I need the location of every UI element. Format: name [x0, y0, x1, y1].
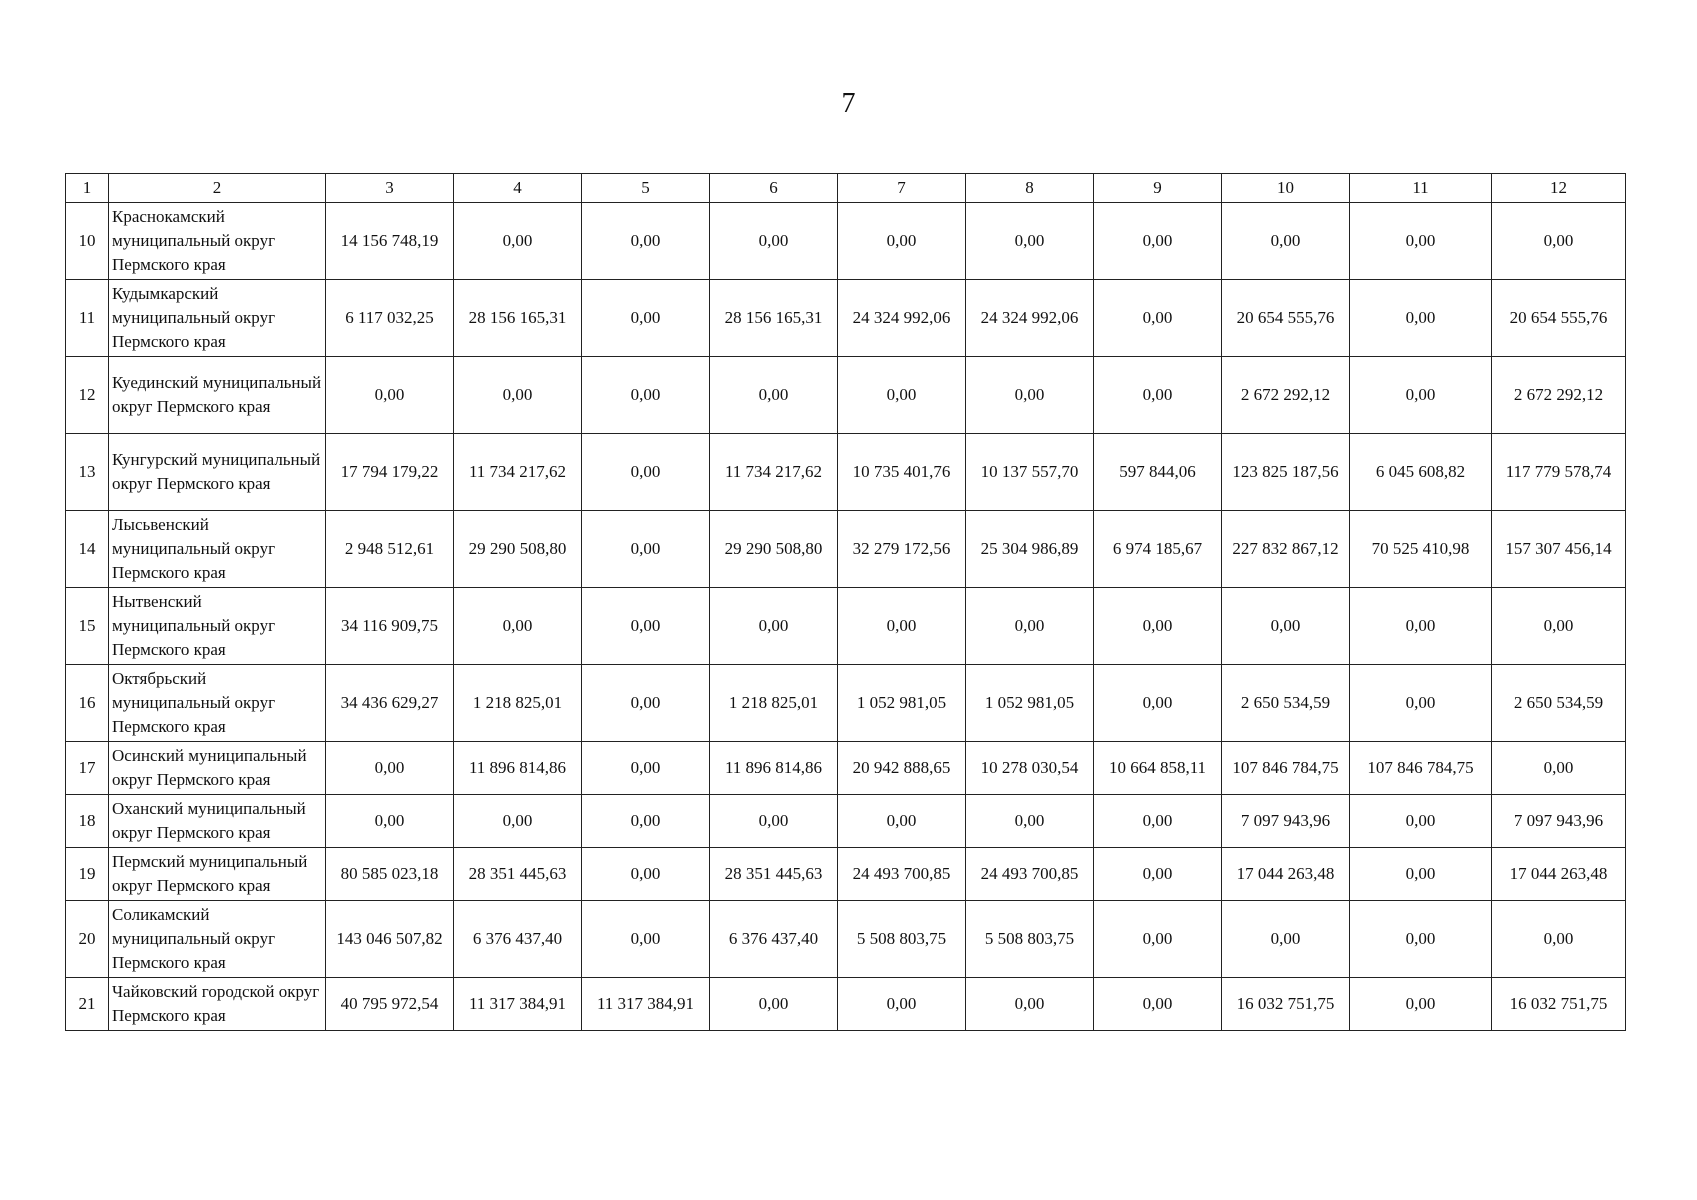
row-number-cell: 18	[66, 795, 109, 848]
amount-cell: 0,00	[1094, 280, 1222, 357]
municipality-name-cell: Осинский муниципальный округ Пермского края	[109, 742, 326, 795]
amount-cell: 16 032 751,75	[1222, 978, 1350, 1031]
amount-cell: 0,00	[1094, 901, 1222, 978]
amount-cell: 17 794 179,22	[326, 434, 454, 511]
amount-cell: 0,00	[326, 742, 454, 795]
municipality-name-cell: Лысьвенский муниципальный округ Пермского края	[109, 511, 326, 588]
amount-cell: 11 896 814,86	[710, 742, 838, 795]
amount-cell: 0,00	[1094, 357, 1222, 434]
header-row	[66, 174, 1626, 203]
amount-cell: 20 942 888,65	[838, 742, 966, 795]
amount-cell: 28 351 445,63	[710, 848, 838, 901]
amount-cell: 14 156 748,19	[326, 203, 454, 280]
amount-cell: 2 948 512,61	[326, 511, 454, 588]
amount-cell: 0,00	[1350, 665, 1492, 742]
amount-cell: 5 508 803,75	[966, 901, 1094, 978]
amount-cell: 0,00	[454, 357, 582, 434]
amount-cell: 25 304 986,89	[966, 511, 1094, 588]
amount-cell: 1 052 981,05	[838, 665, 966, 742]
amount-cell: 0,00	[838, 978, 966, 1031]
amount-cell: 0,00	[582, 434, 710, 511]
amount-cell: 0,00	[838, 357, 966, 434]
column-header: 1	[66, 174, 109, 203]
amount-cell: 11 896 814,86	[454, 742, 582, 795]
amount-cell: 0,00	[326, 795, 454, 848]
amount-cell: 10 735 401,76	[838, 434, 966, 511]
table-row	[66, 511, 1626, 588]
table-row	[66, 978, 1626, 1031]
amount-cell: 6 974 185,67	[1094, 511, 1222, 588]
amount-cell: 0,00	[1492, 203, 1626, 280]
amount-cell: 24 324 992,06	[838, 280, 966, 357]
municipality-name-cell: Кудымкарский муниципальный округ Пермского края	[109, 280, 326, 357]
amount-cell: 5 508 803,75	[838, 901, 966, 978]
amount-cell: 0,00	[582, 742, 710, 795]
column-header: 3	[326, 174, 454, 203]
row-number-cell: 15	[66, 588, 109, 665]
amount-cell: 20 654 555,76	[1492, 280, 1626, 357]
municipality-name-cell: Куединский муниципальный округ Пермского края	[109, 357, 326, 434]
amount-cell: 107 846 784,75	[1222, 742, 1350, 795]
amount-cell: 0,00	[838, 588, 966, 665]
amount-cell: 16 032 751,75	[1492, 978, 1626, 1031]
amount-cell: 0,00	[582, 280, 710, 357]
amount-cell: 0,00	[1094, 978, 1222, 1031]
amount-cell: 0,00	[1350, 848, 1492, 901]
table-row	[66, 795, 1626, 848]
amount-cell: 6 376 437,40	[710, 901, 838, 978]
column-header: 6	[710, 174, 838, 203]
amount-cell: 117 779 578,74	[1492, 434, 1626, 511]
amount-cell: 0,00	[1094, 588, 1222, 665]
table-row	[66, 434, 1626, 511]
column-header: 9	[1094, 174, 1222, 203]
table-row	[66, 848, 1626, 901]
amount-cell: 24 493 700,85	[966, 848, 1094, 901]
amount-cell: 227 832 867,12	[1222, 511, 1350, 588]
amount-cell: 0,00	[710, 203, 838, 280]
row-number-cell: 17	[66, 742, 109, 795]
amount-cell: 0,00	[582, 848, 710, 901]
amount-cell: 11 317 384,91	[454, 978, 582, 1031]
amount-cell: 0,00	[1094, 203, 1222, 280]
amount-cell: 0,00	[1350, 357, 1492, 434]
amount-cell: 2 672 292,12	[1492, 357, 1626, 434]
amount-cell: 20 654 555,76	[1222, 280, 1350, 357]
amount-cell: 28 156 165,31	[710, 280, 838, 357]
municipality-name-cell: Пермский муниципальный округ Пермского края	[109, 848, 326, 901]
row-number-cell: 19	[66, 848, 109, 901]
municipality-name-cell: Оханский муниципальный округ Пермского края	[109, 795, 326, 848]
amount-cell: 7 097 943,96	[1222, 795, 1350, 848]
row-number-cell: 13	[66, 434, 109, 511]
table-body	[66, 203, 1626, 1031]
table-row	[66, 588, 1626, 665]
amount-cell: 10 137 557,70	[966, 434, 1094, 511]
table-row	[66, 665, 1626, 742]
amount-cell: 17 044 263,48	[1492, 848, 1626, 901]
amount-cell: 0,00	[1222, 901, 1350, 978]
column-header: 7	[838, 174, 966, 203]
amount-cell: 2 650 534,59	[1492, 665, 1626, 742]
amount-cell: 0,00	[966, 795, 1094, 848]
amount-cell: 143 046 507,82	[326, 901, 454, 978]
amount-cell: 157 307 456,14	[1492, 511, 1626, 588]
amount-cell: 40 795 972,54	[326, 978, 454, 1031]
row-number-cell: 14	[66, 511, 109, 588]
amount-cell: 0,00	[966, 978, 1094, 1031]
amount-cell: 107 846 784,75	[1350, 742, 1492, 795]
amount-cell: 34 436 629,27	[326, 665, 454, 742]
amount-cell: 7 097 943,96	[1492, 795, 1626, 848]
amount-cell: 0,00	[966, 357, 1094, 434]
table-row	[66, 280, 1626, 357]
amount-cell: 0,00	[454, 203, 582, 280]
amount-cell: 0,00	[582, 901, 710, 978]
amount-cell: 11 734 217,62	[710, 434, 838, 511]
column-header: 11	[1350, 174, 1492, 203]
column-header: 4	[454, 174, 582, 203]
row-number-cell: 11	[66, 280, 109, 357]
row-number-cell: 20	[66, 901, 109, 978]
row-number-cell: 16	[66, 665, 109, 742]
amount-cell: 0,00	[1094, 795, 1222, 848]
amount-cell: 6 376 437,40	[454, 901, 582, 978]
municipality-name-cell: Соликамский муниципальный округ Пермского края	[109, 901, 326, 978]
amount-cell: 0,00	[838, 203, 966, 280]
amount-cell: 0,00	[1492, 901, 1626, 978]
row-number-cell: 12	[66, 357, 109, 434]
amount-cell: 32 279 172,56	[838, 511, 966, 588]
amount-cell: 1 052 981,05	[966, 665, 1094, 742]
amount-cell: 0,00	[966, 588, 1094, 665]
amount-cell: 0,00	[1350, 280, 1492, 357]
amount-cell: 1 218 825,01	[710, 665, 838, 742]
amount-cell: 0,00	[1222, 203, 1350, 280]
amount-cell: 0,00	[1350, 901, 1492, 978]
amount-cell: 10 664 858,11	[1094, 742, 1222, 795]
amount-cell: 28 351 445,63	[454, 848, 582, 901]
amount-cell: 34 116 909,75	[326, 588, 454, 665]
amount-cell: 10 278 030,54	[966, 742, 1094, 795]
amount-cell: 70 525 410,98	[1350, 511, 1492, 588]
amount-cell: 597 844,06	[1094, 434, 1222, 511]
amount-cell: 11 734 217,62	[454, 434, 582, 511]
amount-cell: 0,00	[1094, 848, 1222, 901]
amount-cell: 0,00	[710, 978, 838, 1031]
amount-cell: 0,00	[710, 795, 838, 848]
row-number-cell: 21	[66, 978, 109, 1031]
amount-cell: 0,00	[326, 357, 454, 434]
table-row	[66, 357, 1626, 434]
amount-cell: 0,00	[838, 795, 966, 848]
amount-cell: 0,00	[582, 588, 710, 665]
column-header: 12	[1492, 174, 1626, 203]
table-row	[66, 742, 1626, 795]
amount-cell: 0,00	[582, 795, 710, 848]
column-header: 2	[109, 174, 326, 203]
amount-cell: 0,00	[1350, 978, 1492, 1031]
municipality-name-cell: Нытвенский муниципальный округ Пермского края	[109, 588, 326, 665]
amount-cell: 6 117 032,25	[326, 280, 454, 357]
amount-cell: 0,00	[1222, 588, 1350, 665]
amount-cell: 24 324 992,06	[966, 280, 1094, 357]
row-number-cell: 10	[66, 203, 109, 280]
table-row	[66, 901, 1626, 978]
amount-cell: 0,00	[582, 203, 710, 280]
amount-cell: 29 290 508,80	[710, 511, 838, 588]
column-header: 8	[966, 174, 1094, 203]
amount-cell: 24 493 700,85	[838, 848, 966, 901]
amount-cell: 0,00	[966, 203, 1094, 280]
amount-cell: 0,00	[454, 795, 582, 848]
amount-cell: 1 218 825,01	[454, 665, 582, 742]
municipality-name-cell: Октябрьский муниципальный округ Пермского края	[109, 665, 326, 742]
amount-cell: 80 585 023,18	[326, 848, 454, 901]
amount-cell: 0,00	[582, 665, 710, 742]
municipality-name-cell: Чайковский городской округ Пермского края	[109, 978, 326, 1031]
amount-cell: 0,00	[1094, 665, 1222, 742]
amount-cell: 0,00	[454, 588, 582, 665]
amount-cell: 11 317 384,91	[582, 978, 710, 1031]
amount-cell: 6 045 608,82	[1350, 434, 1492, 511]
amount-cell: 0,00	[582, 511, 710, 588]
municipality-name-cell: Краснокамский муниципальный округ Пермского края	[109, 203, 326, 280]
amount-cell: 2 650 534,59	[1222, 665, 1350, 742]
amount-cell: 0,00	[1492, 588, 1626, 665]
column-header: 10	[1222, 174, 1350, 203]
amount-cell: 0,00	[1350, 795, 1492, 848]
amount-cell: 0,00	[582, 357, 710, 434]
amount-cell: 28 156 165,31	[454, 280, 582, 357]
page-number: 7	[841, 88, 856, 119]
amount-cell: 0,00	[1350, 588, 1492, 665]
municipality-name-cell: Кунгурский муниципальный округ Пермского края	[109, 434, 326, 511]
amount-cell: 0,00	[1492, 742, 1626, 795]
amount-cell: 17 044 263,48	[1222, 848, 1350, 901]
amount-cell: 0,00	[710, 588, 838, 665]
amount-cell: 0,00	[1350, 203, 1492, 280]
amount-cell: 123 825 187,56	[1222, 434, 1350, 511]
table-row	[66, 203, 1626, 280]
budget-table	[65, 173, 1626, 1031]
amount-cell: 2 672 292,12	[1222, 357, 1350, 434]
amount-cell: 29 290 508,80	[454, 511, 582, 588]
amount-cell: 0,00	[710, 357, 838, 434]
column-header: 5	[582, 174, 710, 203]
